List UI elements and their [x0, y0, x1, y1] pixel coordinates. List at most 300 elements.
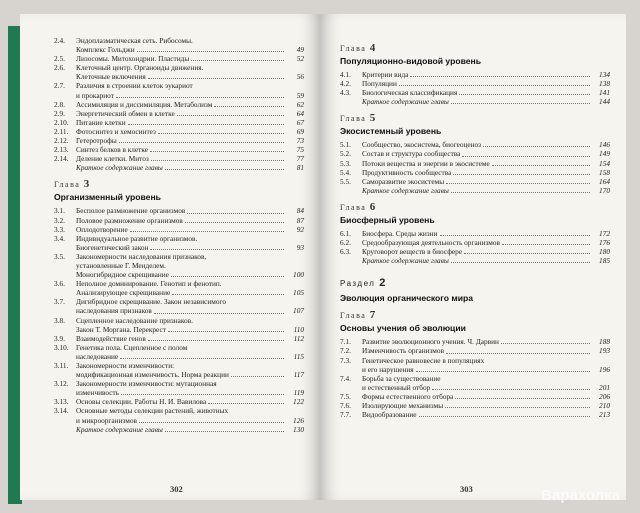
toc-entry-title: Оплодотворение	[76, 224, 128, 234]
chapter-number: 4	[369, 42, 376, 54]
chapter-label: Глава 3	[54, 178, 90, 191]
toc-entry	[340, 410, 610, 419]
dot-leader	[119, 136, 284, 143]
toc-entry-title: Краткое содержание главы	[362, 97, 449, 107]
toc-entry-number: 7.3.	[340, 355, 351, 365]
toc-entry	[54, 145, 304, 154]
toc-entry-page: 84	[296, 206, 304, 216]
toc-entry-page: 176	[599, 238, 610, 248]
toc-entry	[54, 252, 304, 261]
toc-entry	[340, 70, 610, 79]
toc-entry	[54, 81, 304, 90]
toc-entry-number	[54, 261, 76, 270]
toc-entry-page: 62	[296, 99, 304, 109]
toc-entry	[340, 346, 610, 355]
toc-entry-title: Дигибридное скрещивание. Закон независимого	[76, 297, 226, 307]
toc-entry-page: 210	[599, 400, 610, 410]
dot-leader	[191, 54, 284, 61]
toc-entry	[54, 72, 304, 81]
toc-entry-title: Питание клетки	[76, 117, 126, 127]
toc-entry-title: Изолирующие механизмы	[362, 400, 444, 410]
toc-entry	[54, 370, 304, 379]
toc-entry	[54, 206, 304, 215]
toc-entry-number	[54, 425, 76, 434]
toc-entry-title: модификационная изменчивость. Норма реакции	[76, 370, 229, 380]
toc-entry-title: изменчивость	[76, 388, 120, 398]
toc-entry-number	[340, 383, 362, 392]
toc-entry-title: Синтез белков в клетке	[76, 145, 148, 155]
dot-leader	[148, 334, 284, 341]
toc-chapter-entries	[340, 229, 610, 265]
toc-entry-title: Индивидуальное развитие организмов.	[76, 233, 198, 243]
toc-entry-number: 7.2.	[340, 346, 351, 356]
chapter-title: Популяционно-видовой уровень	[340, 56, 482, 66]
toc-entry-title: Саморазвитие экосистемы	[362, 176, 445, 186]
dot-leader	[120, 352, 284, 359]
dot-leader	[158, 127, 284, 134]
toc-entry-number	[340, 97, 362, 106]
toc-entry-number: 2.12.	[54, 136, 69, 146]
toc-entry	[54, 388, 304, 397]
chapter-label	[340, 42, 610, 54]
toc-entry-page: 170	[599, 185, 610, 195]
toc-entry-number: 6.1.	[340, 228, 351, 238]
dot-leader	[121, 388, 284, 395]
toc-entry-page: 64	[296, 108, 304, 118]
toc-entry	[54, 406, 304, 415]
toc-entry	[54, 334, 304, 343]
toc-entry-title: наследование	[76, 351, 119, 361]
toc-entry-number: 2.9.	[54, 108, 65, 118]
toc-entry	[54, 54, 304, 63]
toc-entry	[340, 365, 610, 374]
dot-leader	[214, 100, 284, 107]
toc-chapter-entries	[340, 70, 610, 106]
toc-entry-number: 2.4.	[54, 36, 65, 45]
toc-entry-title: Деление клетки. Митоз	[76, 154, 149, 164]
toc-entry-page: 119	[293, 388, 304, 398]
toc-entry	[54, 279, 304, 288]
toc-entry-number: 3.6.	[54, 279, 65, 289]
toc-entry-title: Популяции	[362, 79, 397, 89]
toc-summary-entry	[54, 163, 304, 172]
toc-entry-title: Клеточные включения	[76, 72, 146, 82]
toc-summary-entry	[340, 256, 610, 265]
toc-entry-page: 49	[296, 45, 304, 55]
right-page-content	[340, 36, 610, 419]
toc-entry-number: 3.13.	[54, 397, 69, 407]
toc-entry-page: 122	[293, 397, 304, 407]
toc-entry-title: Закономерности изменчивости: мутационная	[76, 379, 217, 389]
dot-leader	[446, 346, 590, 353]
toc-entry-page: 107	[293, 306, 304, 316]
toc-entry	[54, 234, 304, 243]
chapter-title: Основы учения об эволюции	[340, 323, 466, 334]
toc-entry-number	[54, 306, 76, 315]
toc-entry-number	[54, 270, 76, 279]
toc-entry	[54, 297, 304, 306]
toc-entry-title: Различия в строении клеток эукариот	[76, 81, 193, 91]
toc-entry	[54, 270, 304, 279]
toc-entry-title: Генетическое равновесие в популяциях	[362, 355, 485, 365]
toc-entry-page: 206	[599, 391, 610, 401]
dot-leader	[150, 243, 284, 250]
toc-entry	[340, 168, 610, 177]
toc-chapters-4-6	[340, 42, 610, 265]
toc-entry-number: 7.1.	[340, 337, 351, 347]
toc-entry-title: Состав и структура сообщества	[362, 149, 461, 159]
toc-entry-title: и естественный отбор	[362, 382, 431, 392]
toc-entry-number: 2.8.	[54, 99, 65, 109]
toc-entry-number: 3.4.	[54, 233, 65, 243]
page-number: 302	[170, 484, 183, 494]
toc-entry	[54, 45, 304, 54]
dot-leader	[151, 154, 284, 161]
toc-entry-title: Видообразование	[362, 410, 417, 420]
toc-entry-number: 2.6.	[54, 63, 65, 73]
dot-leader	[168, 325, 284, 332]
toc-entry-page: 81	[296, 163, 304, 173]
toc-summary-entry	[54, 425, 304, 434]
toc-entry-page: 185	[599, 256, 610, 266]
toc-entry	[340, 229, 610, 238]
toc-entry-title: Ассимиляция и диссимиляция. Метаболизм	[76, 99, 213, 109]
toc-entry-title: Основы селекции. Работы Н. И. Вавилова	[76, 397, 207, 407]
toc-entry-number: 6.2.	[340, 238, 351, 248]
toc-entry-title: Краткое содержание главы	[362, 185, 449, 195]
toc-entry-title: Эндоплазматическая сеть. Рибосомы.	[76, 36, 193, 45]
toc-chapter-7-entries	[340, 337, 610, 419]
toc-entry-page: 158	[599, 167, 610, 177]
chapter-label	[340, 201, 610, 213]
toc-entry-number: 3.9.	[54, 333, 65, 343]
toc-entry-page: 100	[293, 270, 304, 280]
chapter-title: Организменный уровень	[54, 192, 161, 203]
toc-entry-number: 2.11.	[54, 126, 69, 136]
toc-entry-number: 7.4.	[340, 373, 351, 383]
toc-entry	[54, 100, 304, 109]
toc-chapter-3-entries	[54, 206, 304, 433]
toc-entry-title: Энергетический обмен в клетке	[76, 108, 175, 118]
dot-leader	[128, 118, 284, 125]
toc-entry-number: 3.7.	[54, 297, 65, 307]
right-page	[320, 14, 626, 500]
toc-entry-page: 164	[599, 176, 610, 186]
toc-entry-page: 213	[599, 410, 610, 420]
toc-entry-number	[54, 325, 76, 334]
toc-entry	[340, 88, 610, 97]
toc-entry-number	[340, 256, 362, 265]
toc-entry-number: 3.3.	[54, 224, 65, 234]
chapter-title: Биосферный уровень	[340, 214, 435, 225]
toc-entry-page: 146	[599, 140, 610, 150]
toc-entry	[340, 238, 610, 247]
toc-entry-page: 144	[599, 97, 610, 107]
toc-entry-page: 67	[296, 117, 304, 127]
toc-entry-title: Круговорот веществ в биосфере	[362, 247, 463, 257]
toc-entry-number: 3.14.	[54, 406, 69, 416]
toc-entry-number	[54, 72, 76, 81]
toc-entry-number	[54, 45, 76, 54]
toc-entry-number: 3.2.	[54, 215, 65, 225]
left-page	[20, 14, 320, 500]
chapter-label-text: Глава	[340, 44, 367, 53]
toc-entry	[340, 401, 610, 410]
toc-entry-title: Развитие эволюционного учения. Ч. Дарвин	[362, 337, 499, 347]
toc-entry	[54, 361, 304, 370]
toc-entry-page: 117	[293, 370, 304, 380]
toc-entry	[54, 379, 304, 388]
toc-entry-number: 7.6.	[340, 400, 351, 410]
toc-entry-title: Сообщество, экосистема, биогеоценоз	[362, 140, 482, 150]
toc-entry-number: 7.5.	[340, 391, 351, 401]
chapter-label: Глава 7	[340, 309, 376, 322]
toc-entry-page: 130	[293, 424, 304, 434]
toc-entry-number: 3.8.	[54, 315, 65, 325]
chapter-label-text: Глава	[340, 202, 367, 212]
toc-entry-title: Биосфера. Среды жизни	[362, 228, 438, 238]
toc-entry-number: 5.3.	[340, 158, 351, 168]
toc-entry-title: Краткое содержание главы	[76, 424, 163, 434]
toc-entry	[54, 352, 304, 361]
toc-entry-title: Средообразующая деятельность организмов	[362, 238, 500, 248]
toc-entry-number: 6.3.	[340, 247, 351, 257]
toc-entry	[340, 140, 610, 149]
dot-leader	[451, 256, 590, 263]
toc-entry-number	[340, 365, 362, 374]
toc-entry-title: Основные методы селекции растений, животных	[76, 406, 229, 416]
dot-leader	[116, 91, 284, 98]
toc-entry-page: 180	[599, 247, 610, 257]
toc-entry-title: Моногибридное скрещивание	[76, 270, 169, 280]
toc-summary-entry	[340, 97, 610, 106]
section-title: Эволюция органического мира	[340, 293, 474, 304]
toc-entry-title: Биогенетический закон	[76, 242, 149, 252]
dot-leader	[399, 79, 590, 86]
toc-entry-page: 110	[293, 324, 304, 334]
toc-entry	[340, 247, 610, 256]
chapter-label-text: Глава	[340, 114, 367, 124]
toc-entry	[340, 337, 610, 346]
toc-entry-title: Клеточный центр. Органоиды движения.	[76, 63, 204, 73]
toc-entry-page: 193	[599, 346, 610, 356]
dot-leader	[492, 159, 590, 166]
dot-leader	[208, 397, 284, 404]
dot-leader	[462, 149, 590, 156]
toc-entry	[54, 36, 304, 45]
toc-entry-page: 87	[296, 215, 304, 225]
toc-entry-title: Неполное доминирование. Генотип и фенотип.	[76, 279, 222, 289]
toc-entry-number	[54, 288, 76, 297]
toc-entry-number	[54, 352, 76, 361]
toc-entry	[54, 243, 304, 252]
toc-entry	[340, 356, 610, 365]
toc-entry-page: 154	[599, 158, 610, 168]
dot-leader	[451, 97, 590, 104]
toc-entry-number: 7.7.	[340, 410, 351, 420]
toc-entry-page: 172	[599, 228, 610, 238]
dot-leader	[177, 109, 284, 116]
toc-entry-title: наследования признаков	[76, 306, 152, 316]
open-book	[8, 14, 630, 508]
toc-entry-number: 2.13.	[54, 145, 69, 155]
toc-entry-title: Изменчивость организмов	[362, 346, 445, 356]
dot-leader	[419, 410, 590, 417]
toc-entry-title: Краткое содержание главы	[362, 256, 449, 266]
toc-entry-number: 3.10.	[54, 342, 69, 352]
toc-entry-page: 69	[296, 126, 304, 136]
dot-leader	[483, 140, 590, 147]
toc-entry	[54, 397, 304, 406]
toc-entry-number	[54, 416, 76, 425]
toc-entry-page: 141	[599, 88, 610, 98]
toc-entry-title: Продуктивность сообщества	[362, 167, 452, 177]
dot-leader	[185, 216, 284, 223]
dot-leader	[459, 88, 590, 95]
dot-leader	[432, 383, 590, 390]
dot-leader	[148, 72, 284, 79]
toc-entry	[340, 177, 610, 186]
toc-entry	[340, 159, 610, 168]
toc-entry-title: Краткое содержание главы	[76, 163, 163, 173]
chapter-title: Экосистемный уровень	[340, 126, 442, 137]
toc-entry	[54, 288, 304, 297]
toc-entry-title: Фотосинтез и хемосинтез	[76, 126, 156, 136]
toc-entry-page: 52	[296, 54, 304, 64]
toc-entry-title: Сцепленное наследование признаков.	[76, 315, 193, 325]
dot-leader	[416, 365, 590, 372]
dot-leader	[502, 238, 590, 245]
toc-chapter-2-entries	[54, 36, 304, 172]
toc-entry-page: 59	[296, 90, 304, 100]
toc-entry-page: 75	[296, 145, 304, 155]
toc-entry-title: Анализирующее скрещивание	[76, 288, 171, 298]
dot-leader	[150, 145, 284, 152]
toc-entry	[54, 306, 304, 315]
toc-entry-number: 5.1.	[340, 140, 351, 150]
toc-entry	[340, 149, 610, 158]
toc-entry	[54, 216, 304, 225]
toc-entry-title: Половое размножение организмов	[76, 215, 183, 225]
dot-leader	[154, 306, 284, 313]
toc-entry-page: 196	[599, 364, 610, 374]
toc-entry-number: 4.2.	[340, 79, 351, 89]
toc-entry	[54, 63, 304, 72]
toc-entry	[54, 118, 304, 127]
toc-entry-number	[54, 388, 76, 397]
toc-entry-number: 4.3.	[340, 88, 351, 98]
dot-leader	[440, 229, 591, 236]
dot-leader	[165, 425, 284, 432]
toc-entry-page: 73	[296, 136, 304, 146]
toc-summary-entry	[340, 186, 610, 195]
toc-entry-number: 3.1.	[54, 206, 65, 216]
dot-leader	[410, 70, 590, 77]
toc-entry-number	[54, 370, 76, 379]
chapter-number: 6	[369, 200, 376, 213]
toc-entry-page: 138	[599, 79, 610, 89]
watermark: Варахолка	[541, 487, 620, 504]
dot-leader	[453, 168, 590, 175]
toc-entry-title: Лизосомы. Митохондрии. Пластиды	[76, 54, 190, 64]
toc-entry	[54, 225, 304, 234]
toc-entry-page: 149	[599, 149, 610, 159]
toc-entry-title: Комплекс Гольджи	[76, 45, 135, 55]
toc-entry-page: 92	[296, 224, 304, 234]
dot-leader	[187, 206, 284, 213]
toc-entry-number: 5.4.	[340, 167, 351, 177]
toc-entry	[340, 374, 610, 383]
toc-entry	[54, 261, 304, 270]
toc-entry	[54, 91, 304, 100]
dot-leader	[137, 45, 284, 52]
toc-chapter-entries	[340, 140, 610, 195]
toc-entry-page: 112	[293, 333, 304, 343]
toc-entry-page: 77	[296, 154, 304, 164]
left-page-content	[54, 36, 304, 434]
toc-entry-number: 2.7.	[54, 81, 65, 91]
dot-leader	[231, 370, 284, 377]
toc-entry-number: 2.14.	[54, 154, 69, 164]
toc-entry-title: Закономерности изменчивости:	[76, 361, 175, 370]
toc-entry-page: 188	[599, 337, 610, 347]
toc-entry-title: Потоки вещества и энергии в экосистеме	[362, 158, 490, 168]
toc-entry-number: 2.10.	[54, 117, 69, 127]
dot-leader	[446, 177, 590, 184]
chapter-label	[340, 112, 610, 124]
toc-entry-title: Закон Т. Моргана. Перекрест	[76, 324, 166, 334]
toc-entry-title: и микроорганизмов	[76, 415, 137, 425]
toc-entry-page: 115	[293, 351, 304, 361]
toc-entry-title: Критерии вида	[362, 70, 409, 79]
dot-leader	[130, 225, 284, 232]
toc-entry-number: 5.2.	[340, 149, 351, 159]
toc-entry-title: Борьба за существование	[362, 373, 441, 383]
toc-entry-title: Взаимодействие генов	[76, 333, 146, 343]
page-number: 303	[460, 484, 473, 494]
toc-entry-number	[54, 243, 76, 252]
toc-entry-title: установленные Г. Менделем.	[76, 260, 166, 270]
toc-entry-page: 56	[296, 72, 304, 82]
toc-entry	[54, 109, 304, 118]
toc-entry	[54, 416, 304, 425]
toc-entry-page: 105	[293, 288, 304, 298]
toc-entry	[340, 79, 610, 88]
toc-entry-title: Формы естественного отбора	[362, 391, 454, 401]
toc-entry-number: 3.11.	[54, 361, 69, 370]
toc-entry-title: Закономерности наследования признаков,	[76, 251, 207, 261]
dot-leader	[445, 401, 590, 408]
toc-entry	[340, 383, 610, 392]
toc-entry-page: 126	[293, 415, 304, 425]
toc-entry-title: Биологическая классификация	[362, 88, 458, 98]
toc-entry-number	[54, 91, 76, 100]
dot-leader	[139, 416, 284, 423]
dot-leader	[172, 288, 284, 295]
toc-entry	[54, 127, 304, 136]
toc-entry-number: 5.5.	[340, 176, 351, 186]
toc-entry	[54, 343, 304, 352]
dot-leader	[464, 247, 590, 254]
toc-entry-page: 93	[296, 242, 304, 252]
toc-entry	[340, 392, 610, 401]
toc-entry-title: Генетика пола. Сцепленное с полом	[76, 342, 188, 352]
toc-entry-page: 201	[599, 382, 610, 392]
toc-entry-number: 3.12.	[54, 379, 69, 389]
dot-leader	[501, 337, 590, 344]
chapter-number: 5	[369, 112, 376, 125]
dot-leader	[165, 163, 284, 170]
